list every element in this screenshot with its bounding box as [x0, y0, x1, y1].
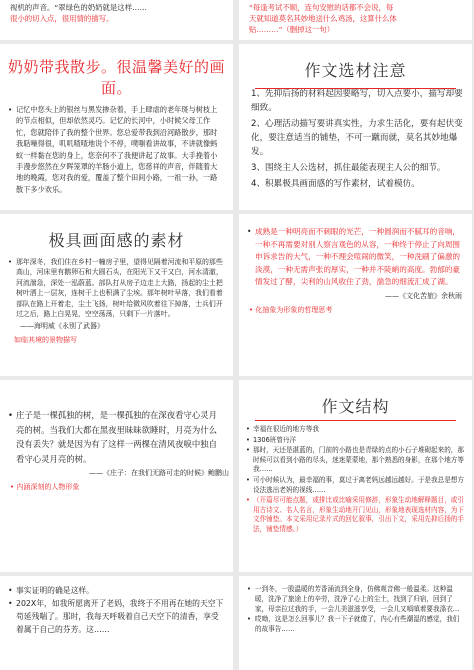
structure-item — [246, 475, 464, 495]
tree-note — [0, 478, 233, 492]
bullet-icon: • — [246, 435, 250, 444]
structure-item-text: 可小时候认为，最幸福的事，莫过于离老妈远越远越好。于是我总是想方设法逃出老妈的视线…… — [253, 475, 464, 494]
bullet-icon: • — [247, 615, 251, 623]
bullet-icon: • — [8, 410, 13, 420]
material-body — [0, 251, 233, 319]
grandma-title: 奶奶带我散步。很温馨美好的画面。 — [7, 58, 225, 97]
grandma-body — [0, 98, 233, 195]
slide-notes — [239, 44, 472, 210]
notes-item: 1、先抑后扬的材料起因要略写，切入点要小，描写却要细致。 — [251, 89, 463, 113]
title-divider — [255, 420, 456, 421]
bullet-icon: • — [8, 258, 13, 266]
slide-bottom-left — [0, 576, 233, 670]
slide-top-right-text — [239, 0, 472, 35]
slide-tree — [0, 380, 233, 572]
notes-title: 作文选材注意 — [304, 61, 407, 80]
notes-item: 3、围绕主人公选材，抓住最能表现主人公的细节。 — [251, 163, 446, 173]
bottom-left-item — [8, 597, 225, 636]
structure-item-text: 那时，天还是湛蓝的，门前的小路也是青绿的点的小石子堆砌起来的，那时候可以看到小路的尽头，迷迷蒙蒙地，那个熟悉的身影，在那个地方等我…… — [253, 446, 464, 474]
bullet-icon: • — [8, 105, 13, 114]
slide-grandma — [0, 44, 233, 210]
bottom-left-item-text: 202X年，如我所愿离开了老妈，我终于不用再在她的天空下苟延残喘了。那时，我每天呼吸着自己天空下的清香，享受着属于自己的芬芳。这…… — [16, 599, 224, 634]
slide-top-right — [239, 0, 472, 40]
top-left-line2: 很小的切入点，很用情的描写。 — [10, 14, 114, 23]
bottom-left-item — [8, 584, 225, 597]
material-note: 如临其境的景物描写 — [14, 336, 77, 345]
bullet-icon: • — [247, 585, 251, 593]
tree-text: 庄子是一棵孤独的树，是一棵孤独的在深夜看守心灵月亮的树。当我们大都在黑夜里昧昧欲睡时，月亮为什么没有丢失？就是因为有了这样一两棵在清风夜唳中独自看守心灵月亮的树。 — [16, 410, 217, 464]
slide-maturity — [239, 214, 472, 376]
bullet-icon: • — [247, 227, 252, 236]
bullet-icon: • — [10, 483, 17, 491]
bottom-right-item-text: 一到冬，一股温暖的芳香涌流到全身，仿佛观音佛一般温柔。这种温暖，洗净了旅途上的辛劳，洗净了心上的尘土，找到了归宿，回到了家，母亲拉过我的手，一会儿美滋滋享受，一会儿又嗔嗔着要我涤衣… — [255, 585, 460, 613]
top-right-line1: “每逢考试不顺，连句安慰的话都不会说，每 — [249, 3, 394, 12]
bottom-left-item-text: 事实证明的确是这样。 — [16, 586, 94, 595]
top-left-line1: 视机的声音。“翠绿色的奶奶就是这样…… — [10, 3, 147, 12]
maturity-note-text: 化抽象为形象的哲理思考 — [255, 305, 333, 314]
tree-body — [0, 380, 233, 466]
material-source: ——海明威《永别了武器》 — [20, 322, 104, 331]
structure-item — [246, 435, 464, 446]
slide-top-left — [0, 0, 233, 40]
bottom-right-list — [239, 576, 472, 634]
bullet-icon: • — [246, 496, 250, 505]
tree-source: ——《庄子：在我们无路可走的时候》鲍鹏山 — [89, 469, 229, 477]
bottom-left-list — [0, 576, 233, 636]
slide-structure — [239, 380, 472, 572]
bullet-icon: • — [246, 446, 250, 455]
maturity-text: 成熟是一种明亮而不刺眼的光芒，一种圆润而不腻耳的音响，一种不再需要对别人察言观色的从容，一种终于停止了向周围申诉求告的大气，一种不理会喧闹的微笑，一种洗刷了偏激的淡漠，一种无需声张的厚实，一种并不陡峭的高度。勃郁的豪情发过了酵，尖利的山风收住了劲，湍急的细流汇成了湖。 — [255, 227, 461, 287]
bullet-icon: • — [246, 475, 250, 484]
bottom-right-item-text: 哎呦，这是怎么回事儿？我一下子就傻了，内心有些潮湿的感觉，我们的故事告…… — [255, 615, 460, 633]
grandma-text: 记忆中您头上的银丝与黑发掺杂着，手上肆虐的老年斑与树枝上的节点相似，但却依然灵巧。记忆的长河中，小时候父母工作忙，您就陪伴了我的整个世界。您总爱带我到沿河路散步，那时我聒噪得很，叽叽喳喳地说个不停，噗嗤看讲故事，不讲就像蚂蚁一样黏在您的身上，您奈何不了我便讲起了故事。大手挽着小手漫步悠然在夕晖笼罩的羊肠小道上，您慈祥的声音，伴随着大地的晚霞，您对我的爱，覆盖了整个田间小路，一祖一孙，一路散下多少欢乐。 — [16, 105, 218, 194]
structure-list — [239, 417, 472, 535]
structure-title: 作文结构 — [321, 397, 390, 416]
structure-item — [246, 446, 464, 475]
maturity-source: ——《文化苦旅》余秋雨 — [385, 291, 462, 300]
material-title: 极具画面感的素材 — [48, 231, 185, 250]
bottom-right-item — [247, 584, 464, 614]
bullet-icon: • — [8, 586, 13, 595]
structure-item-text: 1306班曾丹洋 — [253, 435, 297, 444]
bullet-icon: • — [249, 305, 256, 314]
top-right-line2: 天就知道莫名其妙地送什么鸡汤，这算什么体 — [249, 14, 397, 23]
title-divider — [255, 88, 456, 89]
top-right-line3: 贴………”（删掉这一句） — [249, 25, 335, 34]
bullet-icon: • — [246, 425, 250, 433]
structure-item-text: （开篇尽可能点题，或排比或比喻采用修辞，形象生动地解释题目，或引用古诗文、名人名言，形象生动地开门见山，形象地表现选材内容，为下文作铺垫。本文采用记录片式的回忆叙事，引出下文，采用先抑后扬的手法，铺垫情感。） — [253, 496, 464, 533]
slide-top-left-text — [0, 0, 233, 24]
notes-item: 2、心理活动描写要讲真实性，力求生活化，要有起伏变化，要注意适当的铺垫，不可一蹴而就，莫名其妙地爆发。 — [251, 119, 463, 157]
notes-list — [239, 81, 472, 191]
slide-material — [0, 214, 233, 376]
slide-bottom-right — [239, 576, 472, 670]
maturity-body — [239, 214, 472, 289]
material-text: 那年深冬，我们住在乡村一幢房子里，望得见隔着河流和平原的那些高山，河床里有鹅卵石和大圆石头，在阳光下又干又白，河水清澈，河流湍急，深处一泓蔚蓝。部队打从房子边走上大路，扬起的尘土把树叶洒上一层灰，连树干上也积满了尘埃。那年树叶早落，我们看着部队在路上开着走，尘土飞扬，树叶给微风吹着往下掉落，士兵们开过之后，路上白晃晃，空空荡荡，只剩下一片落叶。 — [16, 258, 223, 319]
maturity-note — [239, 301, 472, 315]
structure-item — [246, 496, 464, 534]
structure-item — [246, 425, 464, 435]
bullet-icon: • — [8, 599, 13, 608]
tree-note-text: 内涵深刻的人物形象 — [16, 483, 80, 491]
notes-item: 4、积累极具画面感的写作素材，试着模仿。 — [251, 179, 420, 189]
structure-item-text: 幸福在很近的地方等我 — [253, 425, 319, 433]
bottom-right-item — [247, 614, 464, 634]
